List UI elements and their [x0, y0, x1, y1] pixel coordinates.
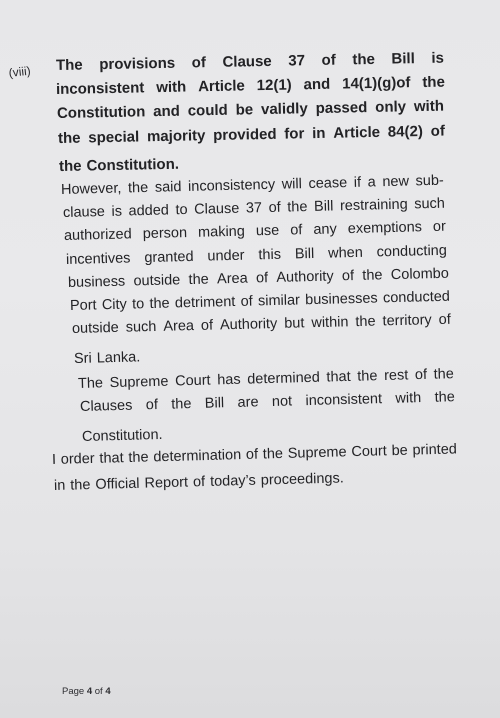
rest-line: The Supreme Court has determined that the rest of the	[77, 366, 455, 392]
footer-separator: of	[94, 686, 103, 697]
however-line: authorized person making use of any exemptions or	[63, 218, 447, 244]
however-line: Port City to the detriment of similar businesses conducted	[69, 288, 451, 314]
order-line: I order that the determination of the Supreme Court be printed	[51, 441, 458, 468]
finding-line: The provisions of Clause 37 of the Bill is	[55, 49, 445, 74]
page-footer	[62, 686, 111, 697]
however-line: outside such Area of Authority but within the territory of	[71, 311, 451, 337]
however-line: clause is added to Clause 37 of the Bill restraining such	[62, 195, 446, 221]
footer-total-pages: 4	[105, 686, 111, 697]
footer-prefix: Page	[62, 686, 85, 697]
finding-line: the special majority provided for in Article 84(2) of	[57, 122, 446, 147]
however-line: However, the said inconsistency will cease if a new sub-	[60, 172, 444, 198]
finding-line: Constitution and could be validly passed only with	[56, 97, 445, 122]
rest-line: Clauses of the Bill are not inconsistent with the	[79, 389, 456, 415]
footer-current-page: 4	[86, 686, 93, 697]
finding-line: the Constitution.	[58, 155, 180, 175]
however-line: incentives granted under this Bill when conducting	[65, 242, 448, 268]
rest-line: Constitution.	[81, 426, 163, 445]
order-line: in the Official Report of today’s proceedings.	[53, 470, 344, 494]
however-line: business outside the Area of Authority of the Colombo	[67, 265, 450, 291]
item-number: (viii)	[8, 63, 32, 80]
finding-line: inconsistent with Article 12(1) and 14(1)(g)of the	[55, 73, 446, 98]
however-line: Sri Lanka.	[73, 349, 141, 367]
